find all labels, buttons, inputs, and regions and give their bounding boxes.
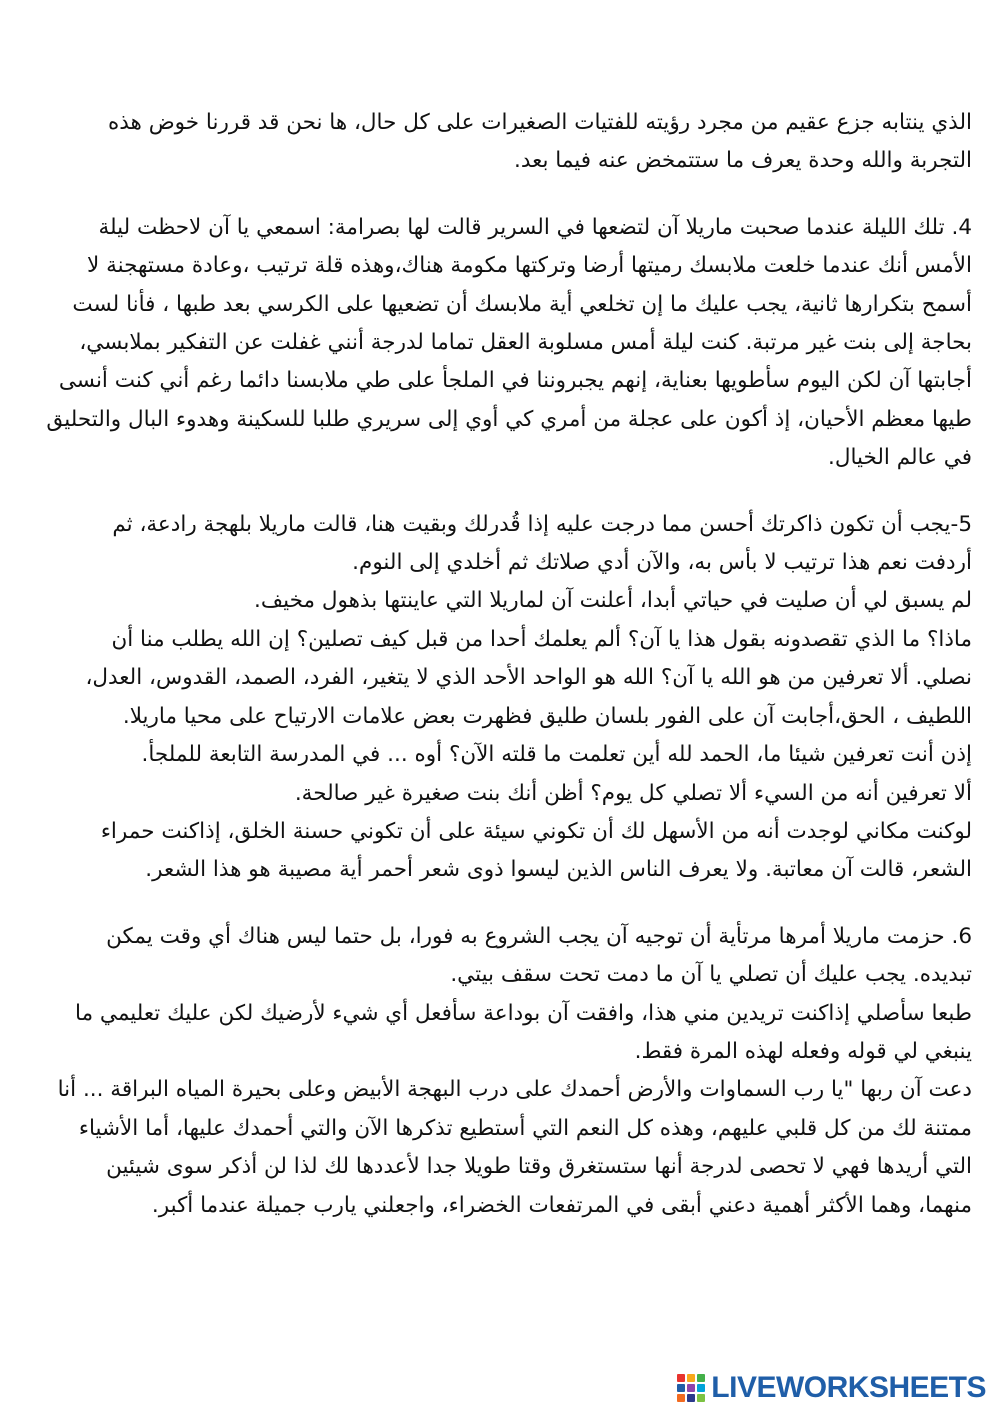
text-line: إذن أنت تعرفين شيئا ما، الحمد لله أين تعلمت ما قلته الآن؟ أوه ... في المدرسة التابعة للملجأ. bbox=[141, 742, 972, 768]
text-line: التجربة والله وحدة يعرف ما ستتمخض عنه فيما بعد. bbox=[514, 148, 972, 174]
text-line: التي أريدها فهي لا تحصى لدرجة أنها ستستغرق وقتا طويلا جدا لأعددها لك لذا لن أذكر سوى شيئين bbox=[106, 1154, 972, 1180]
logo-square bbox=[677, 1394, 685, 1402]
logo-square bbox=[677, 1384, 685, 1392]
text-line: الشعر، قالت آن معاتبة. ولا يعرف الناس الذين ليسوا ذوى شعر أحمر أية مصيبة هو هذا الشعر. bbox=[145, 857, 972, 883]
text-line: أسمح بتكرارها ثانية، يجب عليك ما إن تخلعي أية ملابسك أن تضعيها على الكرسي بعد طبها ، فأنا لست bbox=[72, 291, 972, 317]
text-line: 5-يجب أن تكون ذاكرتك أحسن مما درجت عليه إذا قُدرلك وبقيت هنا، قالت ماريلا بلهجة رادعة، ثم bbox=[112, 511, 972, 537]
logo-square bbox=[677, 1374, 685, 1382]
text-line: نصلي. ألا تعرفين من هو الله يا آن؟ الله هو الواحد الأحد الذي لا يتغير، الفرد، الصمد، القدوس، العدل، bbox=[85, 665, 972, 691]
text-line: 6. حزمت ماريلا أمرها مرتأية أن توجيه آن يجب الشروع به فورا، بل حتما ليس هناك أي وقت يمكن bbox=[106, 923, 972, 949]
text-line: تبديده. يجب عليك أن تصلي يا آن ما دمت تحت سقف بيتي. bbox=[450, 962, 972, 988]
logo-text: LIVEWORKSHEETS bbox=[711, 1371, 986, 1404]
text-line: الأمس أنك عندما خلعت ملابسك رميتها أرضا وتركتها مكومة هناك،وهذه قلة ترتيب ،وعادة مستهجنة لا bbox=[86, 253, 972, 279]
logo-square bbox=[687, 1384, 695, 1392]
text-line: في عالم الخيال. bbox=[827, 445, 972, 471]
logo-square bbox=[697, 1384, 705, 1392]
text-line: طيها معظم الأحيان، إذ أكون على عجلة من أمري كي أوي إلى سريري طلبا للسكينة وهدوء البال والتحليق bbox=[46, 406, 972, 432]
text-line: 4. تلك الليلة عندما صحبت ماريلا آن لتضعها في السرير قالت لها بصرامة: اسمعي يا آن لاحظت ليلة bbox=[98, 214, 972, 240]
text-line: دعت آن ربها "يا رب السماوات والأرض أحمدك على درب البهجة الأبيض وعلى بحيرة المياه البراقة ... أنا bbox=[57, 1077, 972, 1103]
text-line: اللطيف ، الحق،أجابت آن على الفور بلسان طليق فظهرت بعض علامات الارتياح على محيا ماريلا. bbox=[122, 703, 972, 729]
logo-square bbox=[687, 1394, 695, 1402]
paragraph-4 bbox=[28, 209, 972, 478]
logo-square bbox=[697, 1374, 705, 1382]
paragraph-6 bbox=[28, 918, 972, 1225]
liveworksheets-logo-icon bbox=[677, 1374, 705, 1402]
liveworksheets-logo bbox=[677, 1368, 986, 1408]
logo-square bbox=[687, 1374, 695, 1382]
text-line: ممتنة لك من كل قلبي عليهم، وهذه كل النعم التي أستطيع تذكرها الآن والتي أحمدك عليها، أما الأشياء bbox=[78, 1115, 972, 1141]
logo-square bbox=[697, 1394, 705, 1402]
text-line: طبعا سأصلي إذاكنت تريدين مني هذا، وافقت آن بوداعة سأفعل أي شيء لأرضيك لكن عليك تعليمي ما bbox=[75, 1000, 972, 1026]
text-line: لوكنت مكاني لوجدت أنه من الأسهل لك أن تكوني سيئة على أن تكوني حسنة الخلق، إذاكنت حمراء bbox=[100, 818, 972, 844]
text-line: منهما، وهما الأكثر أهمية دعني أبقى في المرتفعات الخضراء، واجعلني يارب جميلة عندما أكبر. bbox=[151, 1192, 972, 1218]
text-line: ينبغي لي قوله وفعله لهذه المرة فقط. bbox=[634, 1038, 972, 1064]
text-line: ماذا؟ ما الذي تقصدونه بقول هذا يا آن؟ ألم يعلمك أحدا من قبل كيف تصلين؟ إن الله يطلب منا أن bbox=[111, 626, 972, 652]
text-line: لم يسبق لي أن صليت في حياتي أبدا، أعلنت آن لماريلا التي عاينتها بذهول مخيف. bbox=[254, 588, 972, 614]
document-body bbox=[28, 104, 972, 1253]
paragraph-5 bbox=[28, 506, 972, 890]
text-line: ألا تعرفين أنه من السيء ألا تصلي كل يوم؟ أظن أنك بنت صغيرة غير صالحة. bbox=[294, 780, 972, 806]
paragraph-continuation bbox=[28, 104, 972, 181]
text-line: أردفت نعم هذا ترتيب لا بأس به، والآن أدي صلاتك ثم أخلدي إلى النوم. bbox=[352, 550, 972, 576]
text-line: الذي ينتابه جزع عقيم من مجرد رؤيته للفتيات الصغيرات على كل حال، ها نحن قد قررنا خوض هذه bbox=[107, 110, 972, 135]
text-line: بحاجة إلى بنت غير مرتبة. كنت ليلة أمس مسلوبة العقل تماما لدرجة أنني غفلت عن التفكير بملابسي، bbox=[79, 330, 972, 356]
text-line: أجابتها آن لكن اليوم سأطويها بعناية، إنهم يجبروننا في الملجأ على طي ملابسنا دائما رغم أني كنت أنسى bbox=[58, 368, 972, 394]
